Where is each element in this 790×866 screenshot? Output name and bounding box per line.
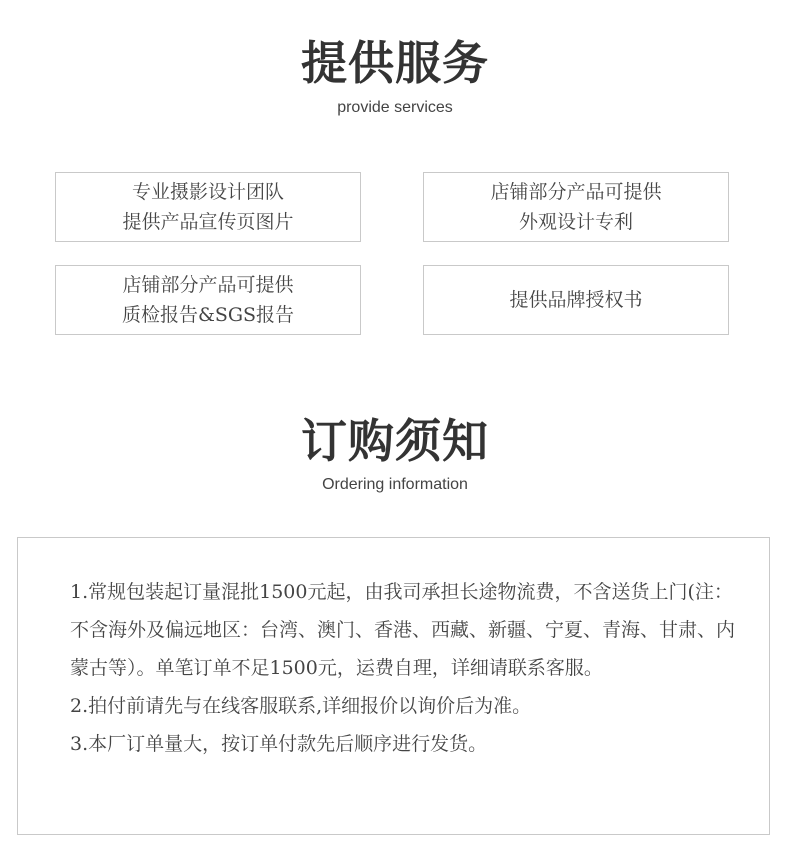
ordering-info-list	[70, 573, 736, 763]
service-card-line: 提供品牌授权书	[509, 289, 643, 311]
service-card-line: 外观设计专利	[518, 211, 633, 233]
ordering-item: 1.常规包装起订量混批1500元起，由我司承担长途物流费，不含送货上门(注：不含海外及偏远地区：台湾、澳门、香港、西藏、新疆、宁夏、青海、甘肃、内蒙古等）。单笔订单不足1500元，运费自理，详细请联系客服。	[70, 581, 736, 679]
ordering-title: 订购须知	[301, 414, 489, 468]
service-card-brand-authorization	[423, 265, 729, 335]
service-card-line: 提供产品宣传页图片	[122, 211, 294, 233]
service-card-line: 质检报告&SGS报告	[121, 304, 295, 326]
service-card-line: 专业摄影设计团队	[131, 181, 284, 203]
service-card-line: 店铺部分产品可提供	[490, 181, 662, 203]
ordering-item: 2.拍付前请先与在线客服联系,详细报价以询价后为准。	[70, 695, 532, 717]
ordering-subtitle: Ordering information	[322, 476, 468, 493]
services-title: 提供服务	[301, 36, 489, 90]
ordering-info-box	[17, 537, 770, 835]
service-card-line: 店铺部分产品可提供	[122, 274, 294, 296]
services-subtitle: provide services	[337, 99, 453, 116]
service-card-inspection-report	[55, 265, 361, 335]
service-card-design-patent	[423, 172, 729, 242]
ordering-item: 3.本厂订单量大，按订单付款先后顺序进行发货。	[70, 733, 488, 755]
service-card-photography	[55, 172, 361, 242]
